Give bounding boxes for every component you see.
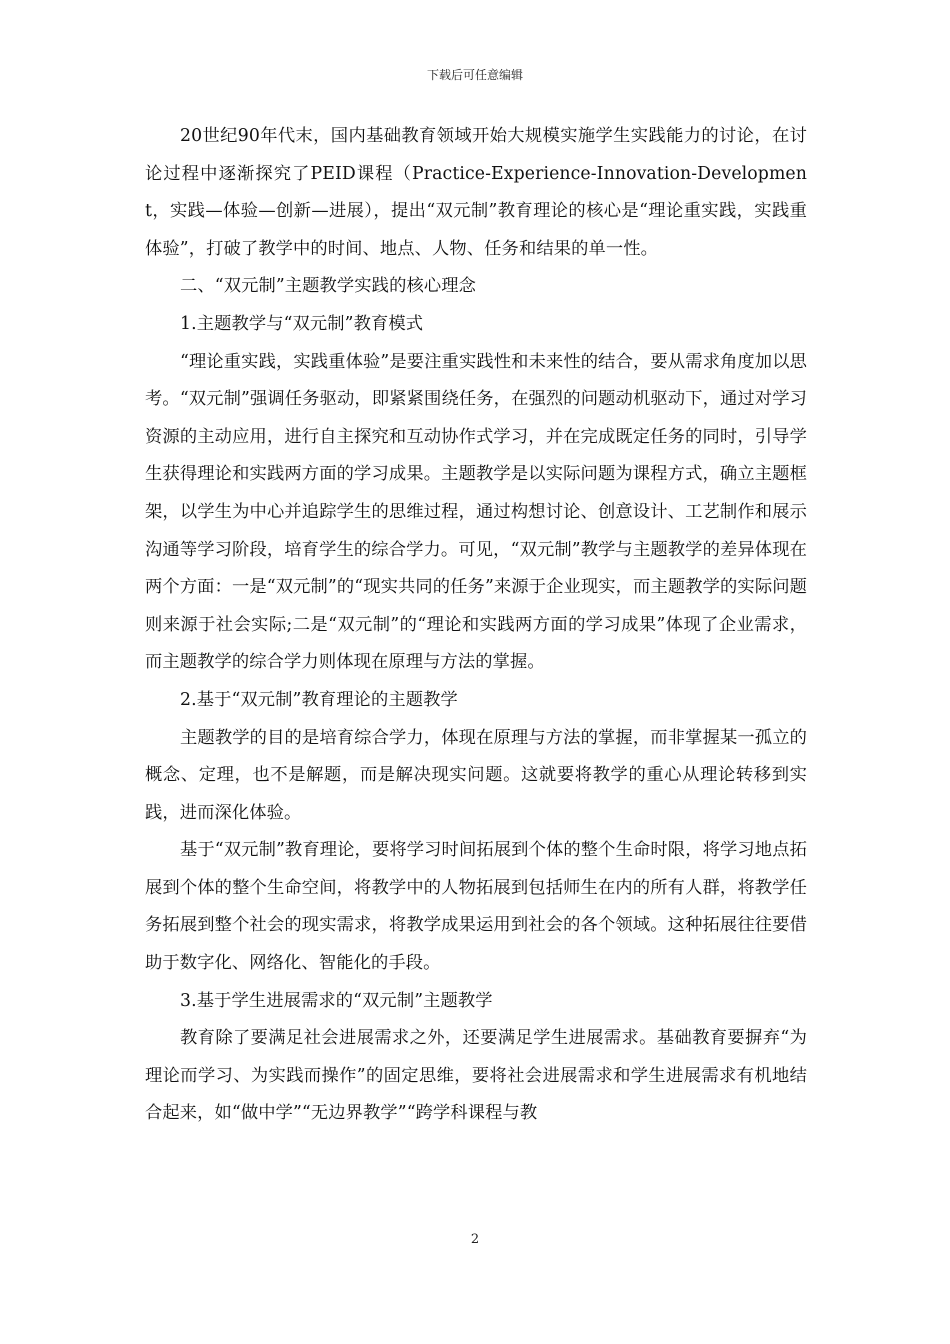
paragraph-2a: 主题教学的目的是培育综合学力，体现在原理与方法的掌握，而非掌握某一孤立的概念、定理，也不是解题，而是解决现实问题。这就要将教学的重心从理论转移到实践，进而深化体验。 bbox=[145, 727, 807, 823]
document-body bbox=[145, 118, 807, 1133]
paragraph-intro: 20世纪90年代末，国内基础教育领域开始大规模实施学生实践能力的讨论，在讨论过程中逐渐探究了PEID课程（Practice-Experience-Innovation-Development，实践—体验—创新—进展），提出“双元制”教育理论的核心是“理论重实践，实践重体验”，打破了教学中的时间、地点、人物、任务和结果的单一性。 bbox=[145, 126, 807, 259]
page-header: 下载后可任意编辑 bbox=[426, 68, 523, 82]
paragraph-1: “理论重实践，实践重体验”是要注重实践性和未来性的结合，要从需求角度加以思考。“双元制”强调任务驱动，即紧紧围绕任务，在强烈的问题动机驱动下，通过对学习资源的主动应用，进行自主探究和互动协作式学习，并在完成既定任务的同时，引导学生获得理论和实践两方面的学习成果。主题教学是以实际问题为课程方式，确立主题框架，以学生为中心并追踪学生的思维过程，通过构想讨论、创意设计、工艺制作和展示沟通等学习阶段，培育学生的综合学力。可见，“双元制”教学与主题教学的差异体现在两个方面：一是“双元制”的“现实共同的任务”来源于企业现实，而主题教学的实际问题则来源于社会实际;二是“双元制”的“理论和实践两方面的学习成果”体现了企业需求，而主题教学的综合学力则体现在原理与方法的掌握。 bbox=[145, 351, 807, 673]
page-number: 2 bbox=[470, 1232, 480, 1247]
subheading-1: 1.主题教学与“双元制”教育模式 bbox=[180, 313, 424, 334]
section-heading: 二、“双元制”主题教学实践的核心理念 bbox=[180, 276, 476, 297]
subheading-3: 3.基于学生进展需求的“双元制”主题教学 bbox=[180, 990, 493, 1011]
paragraph-2b: 基于“双元制”教育理论，要将学习时间拓展到个体的整个生命时限，将学习地点拓展到个体的整个生命空间，将教学中的人物拓展到包括师生在内的所有人群，将教学任务拓展到整个社会的现实需求，将教学成果运用到社会的各个领域。这种拓展往往要借助于数字化、网络化、智能化的手段。 bbox=[145, 840, 807, 974]
paragraph-3: 教育除了要满足社会进展需求之外，还要满足学生进展需求。基础教育要摒弃“为理论而学习、为实践而操作”的固定思维，要将社会进展需求和学生进展需求有机地结合起来，如“做中学”“无边界教学”“跨学科课程与教 bbox=[145, 1028, 807, 1124]
subheading-2: 2.基于“双元制”教育理论的主题教学 bbox=[180, 689, 458, 710]
